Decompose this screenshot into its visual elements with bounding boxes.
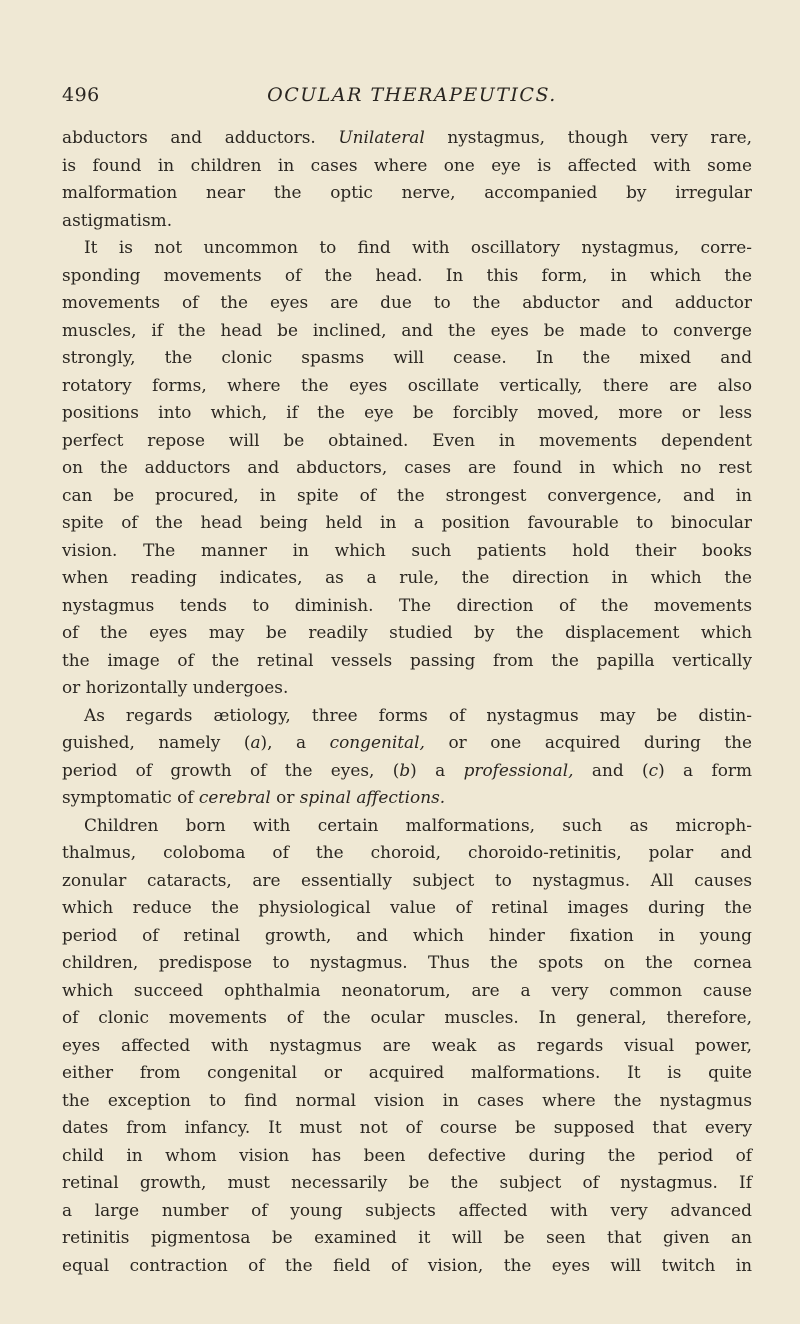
- text-line: [62, 234, 752, 262]
- text-segment: and (: [573, 759, 649, 780]
- italic-text: cerebral: [198, 787, 271, 807]
- text-segment: or: [270, 787, 300, 807]
- page-header: [62, 84, 752, 114]
- text-line: [62, 454, 752, 482]
- text-line: [62, 1032, 752, 1060]
- page-number: 496: [62, 84, 100, 106]
- text-segment: period of growth of the eyes, (: [62, 759, 400, 780]
- text-segment: the exception to find normal vision in cases where the nystagmus: [62, 1089, 752, 1110]
- italic-text: congenital,: [329, 732, 425, 752]
- text-line: [62, 179, 752, 207]
- text-line: [62, 812, 752, 840]
- text-segment: ), a: [260, 732, 330, 752]
- running-title: OCULAR THERAPEUTICS.: [267, 84, 557, 106]
- text-line: [62, 509, 752, 537]
- text-line: [62, 1197, 752, 1225]
- text-line: [62, 262, 752, 290]
- text-segment: spite of the head being held in a position favourable to binocular: [62, 512, 752, 532]
- text-segment: retinal growth, must necessarily be the subject of nystagmus. If: [62, 1172, 752, 1192]
- text-line: [62, 1169, 752, 1197]
- text-line: [62, 647, 752, 675]
- text-line: [62, 1142, 752, 1170]
- text-line: [62, 344, 752, 372]
- text-segment: or one acquired during the: [424, 732, 752, 752]
- text-segment: strongly, the clonic spasms will cease. In the mixed and: [62, 347, 752, 367]
- text-segment: a large number of young subjects affected with very advanced: [62, 1199, 752, 1220]
- text-segment: nystagmus tends to diminish. The direction of the movements: [62, 594, 752, 615]
- text-segment: of clonic movements of the ocular muscles. In general, therefore,: [62, 1007, 752, 1027]
- text-segment: rotatory forms, where the eyes oscillate vertically, there are also: [62, 374, 752, 395]
- text-line: [62, 867, 752, 895]
- text-line: [62, 674, 752, 702]
- text-line: [62, 949, 752, 977]
- text-line: [62, 207, 752, 235]
- text-segment: muscles, if the head be inclined, and the eyes be made to converge: [62, 319, 752, 340]
- text-segment: is found in children in cases where one eye is affected with some: [62, 154, 752, 175]
- text-line: [62, 399, 752, 427]
- text-segment: which reduce the physiological value of retinal images during the: [62, 897, 752, 917]
- text-line: [62, 1224, 752, 1252]
- text-line: [62, 427, 752, 455]
- text-line: [62, 1252, 752, 1280]
- text-segment: child in whom vision has been defective during the period of: [62, 1144, 752, 1165]
- text-segment: zonular cataracts, are essentially subject to nystagmus. All causes: [62, 869, 752, 890]
- text-line: [62, 124, 752, 152]
- text-segment: when reading indicates, as a rule, the direction in which the: [62, 567, 752, 587]
- italic-text: spinal affections.: [299, 787, 446, 807]
- italic-text: a: [250, 732, 261, 752]
- text-line: [62, 757, 752, 785]
- text-line: [62, 784, 752, 812]
- text-segment: dates from infancy. It must not of course be supposed that every: [62, 1117, 752, 1137]
- text-segment: It is not uncommon to find with oscillatory nystagmus, corre-: [84, 237, 752, 257]
- text-segment: symptomatic of: [62, 787, 199, 807]
- text-line: [62, 1087, 752, 1115]
- text-line: [62, 1059, 752, 1087]
- text-segment: or horizontally undergoes.: [62, 677, 289, 697]
- text-segment: the image of the retinal vessels passing from the papilla vertically: [62, 649, 752, 670]
- text-line: [62, 702, 752, 730]
- text-segment: equal contraction of the field of vision, the eyes will twitch in: [62, 1254, 752, 1275]
- text-segment: malformation near the optic nerve, accompanied by irregular: [62, 182, 752, 202]
- text-line: [62, 839, 752, 867]
- text-line: [62, 619, 752, 647]
- italic-text: b: [399, 759, 411, 780]
- text-segment: Children born with certain malformations, such as microph-: [84, 814, 752, 835]
- text-line: [62, 537, 752, 565]
- text-segment: on the adductors and abductors, cases are found in which no rest: [62, 457, 752, 477]
- text-line: [62, 922, 752, 950]
- italic-text: professional,: [463, 759, 574, 780]
- italic-text: Unilateral: [338, 127, 425, 147]
- text-line: [62, 372, 752, 400]
- text-segment: positions into which, if the eye be forcibly moved, more or less: [62, 402, 752, 422]
- text-line: [62, 977, 752, 1005]
- text-line: [62, 894, 752, 922]
- text-line: [62, 592, 752, 620]
- text-segment: can be procured, in spite of the strongest convergence, and in: [62, 484, 752, 505]
- text-segment: sponding movements of the head. In this form, in which the: [62, 264, 752, 285]
- text-segment: ) a: [410, 759, 464, 780]
- text-segment: which succeed ophthalmia neonatorum, are a very common cause: [62, 979, 752, 1000]
- text-line: [62, 152, 752, 180]
- text-line: [62, 317, 752, 345]
- text-segment: children, predispose to nystagmus. Thus the spots on the cornea: [62, 952, 752, 972]
- text-line: [62, 482, 752, 510]
- text-segment: thalmus, coloboma of the choroid, choroido-retinitis, polar and: [62, 842, 752, 862]
- text-line: [62, 289, 752, 317]
- text-segment: nystagmus, though very rare,: [424, 127, 753, 147]
- body-text: [62, 124, 752, 1279]
- text-segment: vision. The manner in which such patients hold their books: [62, 539, 752, 560]
- text-line: [62, 1004, 752, 1032]
- text-segment: either from congenital or acquired malformations. It is quite: [62, 1062, 752, 1082]
- italic-text: c: [648, 759, 659, 780]
- text-segment: movements of the eyes are due to the abductor and adductor: [62, 292, 752, 312]
- text-segment: astigmatism.: [62, 209, 173, 230]
- text-segment: eyes affected with nystagmus are weak as regards visual power,: [62, 1034, 752, 1055]
- text-segment: ) a form: [658, 759, 752, 780]
- text-segment: retinitis pigmentosa be examined it will be seen that given an: [62, 1227, 752, 1247]
- text-segment: period of retinal growth, and which hinder fixation in young: [62, 924, 752, 945]
- text-line: [62, 729, 752, 757]
- text-line: [62, 564, 752, 592]
- text-segment: of the eyes may be readily studied by the displacement which: [62, 622, 752, 642]
- text-segment: abductors and adductors.: [62, 127, 339, 147]
- text-line: [62, 1114, 752, 1142]
- text-segment: As regards ætiology, three forms of nystagmus may be distin-: [84, 704, 752, 725]
- text-segment: guished, namely (: [62, 732, 251, 752]
- text-segment: perfect repose will be obtained. Even in movements dependent: [62, 429, 752, 450]
